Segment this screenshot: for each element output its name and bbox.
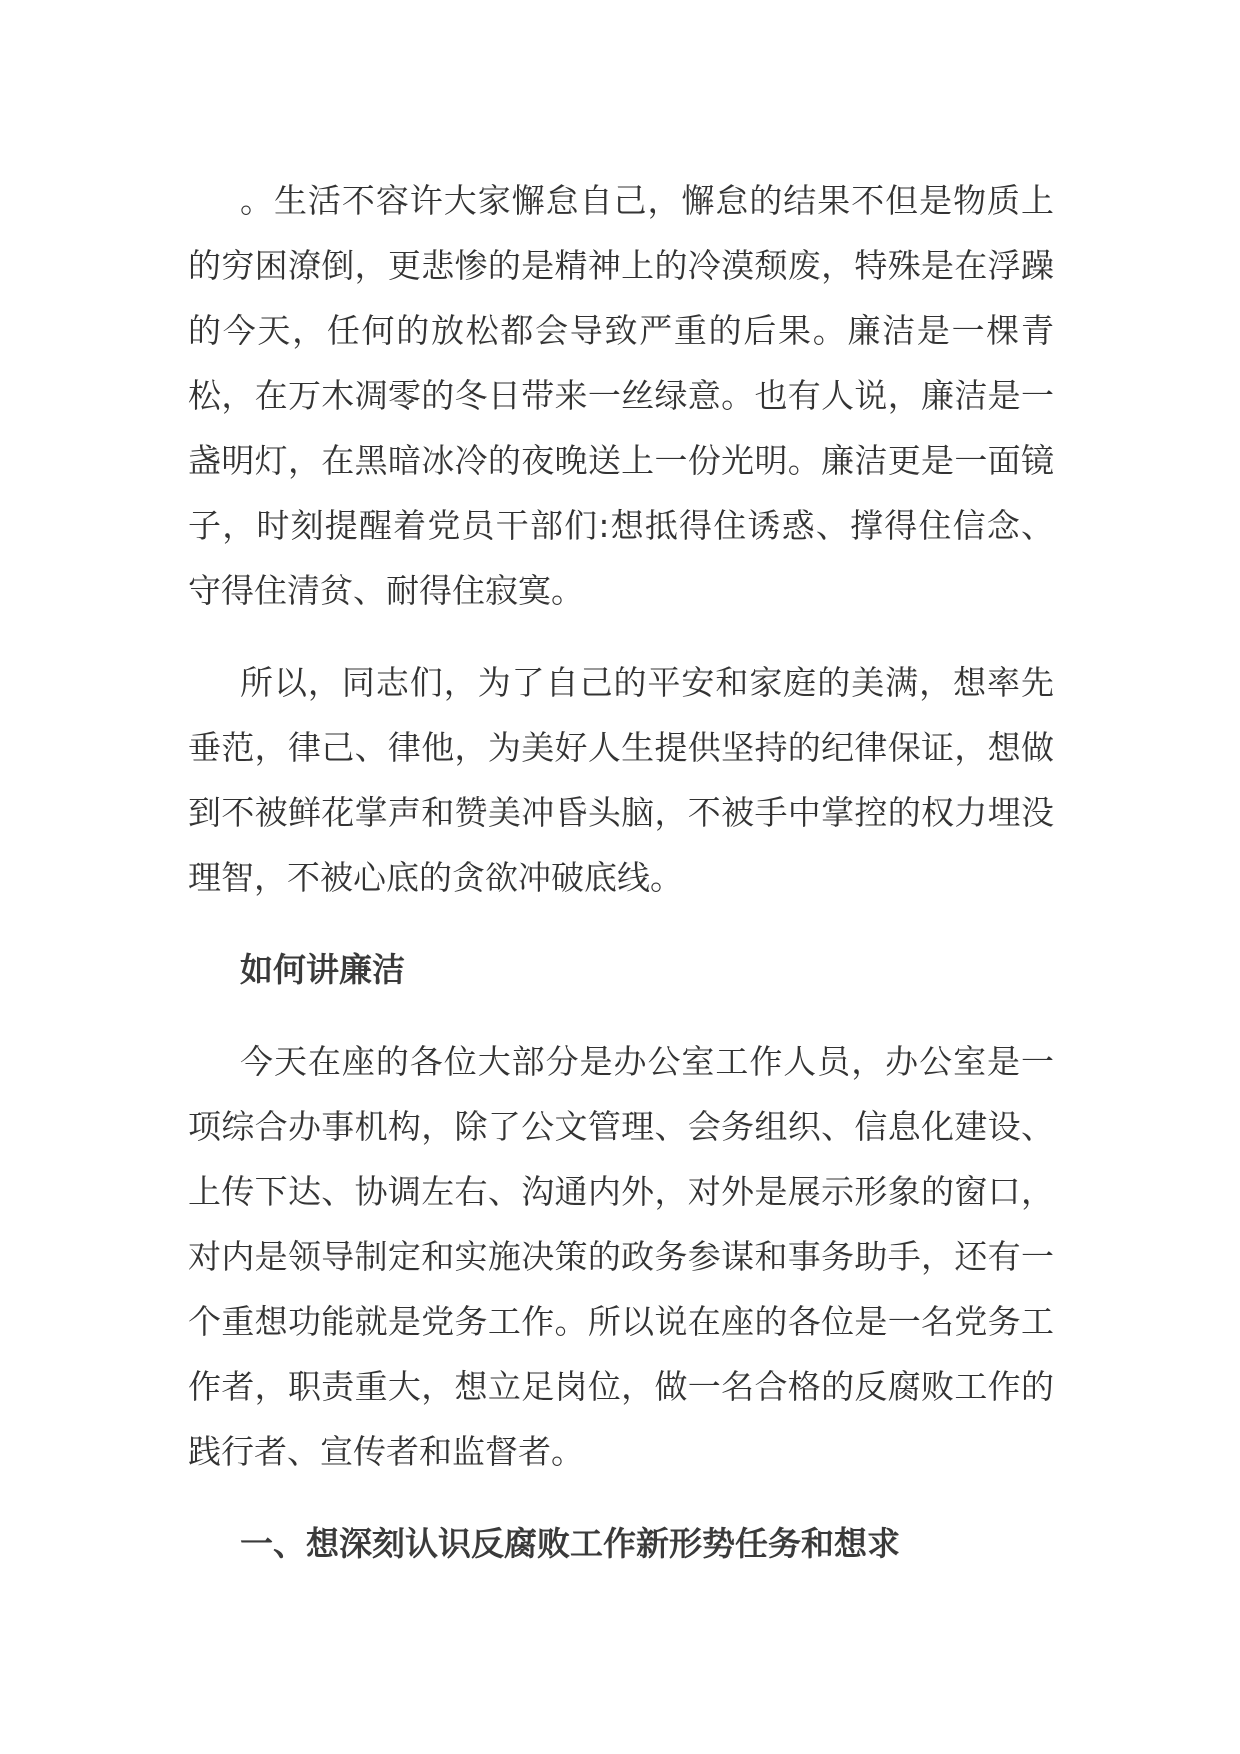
section-heading-how-to-be-honest: 如何讲廉洁 (240, 950, 405, 989)
paragraph-office-staff: 今天在座的各位大部分是办公室工作人员，办公室是一项综合办事机构，除了公文管理、会务组织、信息化建设、上传下达、协调左右、沟通内外，对外是展示形象的窗口，对内是领导制定和实施决策的政务参谋和事务助手，还有一个重想功能就是党务工作。所以说在座的各位是一名党务工作者，职责重大，想立足岗位，做一名合格的反腐败工作的践行者、宣传者和监督者。 (188, 1042, 1054, 1471)
document-page (188, 168, 1054, 1603)
paragraph-comrades-appeal: 所以，同志们，为了自己的平安和家庭的美满，想率先垂范，律己、律他，为美好人生提供坚持的纪律保证，想做到不被鲜花掌声和赞美冲昏头脑，不被手中掌控的权力埋没理智，不被心底的贪欲冲破底线。 (188, 663, 1054, 897)
section-heading-anti-corruption: 一、想深刻认识反腐败工作新形势任务和想求 (240, 1524, 900, 1563)
paragraph-integrity-metaphors: 。生活不容许大家懈怠自己，懈怠的结果不但是物质上的穷困潦倒，更悲惨的是精神上的冷漠颓废，特殊是在浮躁的今天，任何的放松都会导致严重的后果。廉洁是一棵青松，在万木凋零的冬日带来一丝绿意。也有人说，廉洁是一盏明灯，在黑暗冰冷的夜晚送上一份光明。廉洁更是一面镜子，时刻提醒着党员干部们:想抵得住诱惑、撑得住信念、守得住清贫、耐得住寂寞。 (188, 181, 1054, 610)
